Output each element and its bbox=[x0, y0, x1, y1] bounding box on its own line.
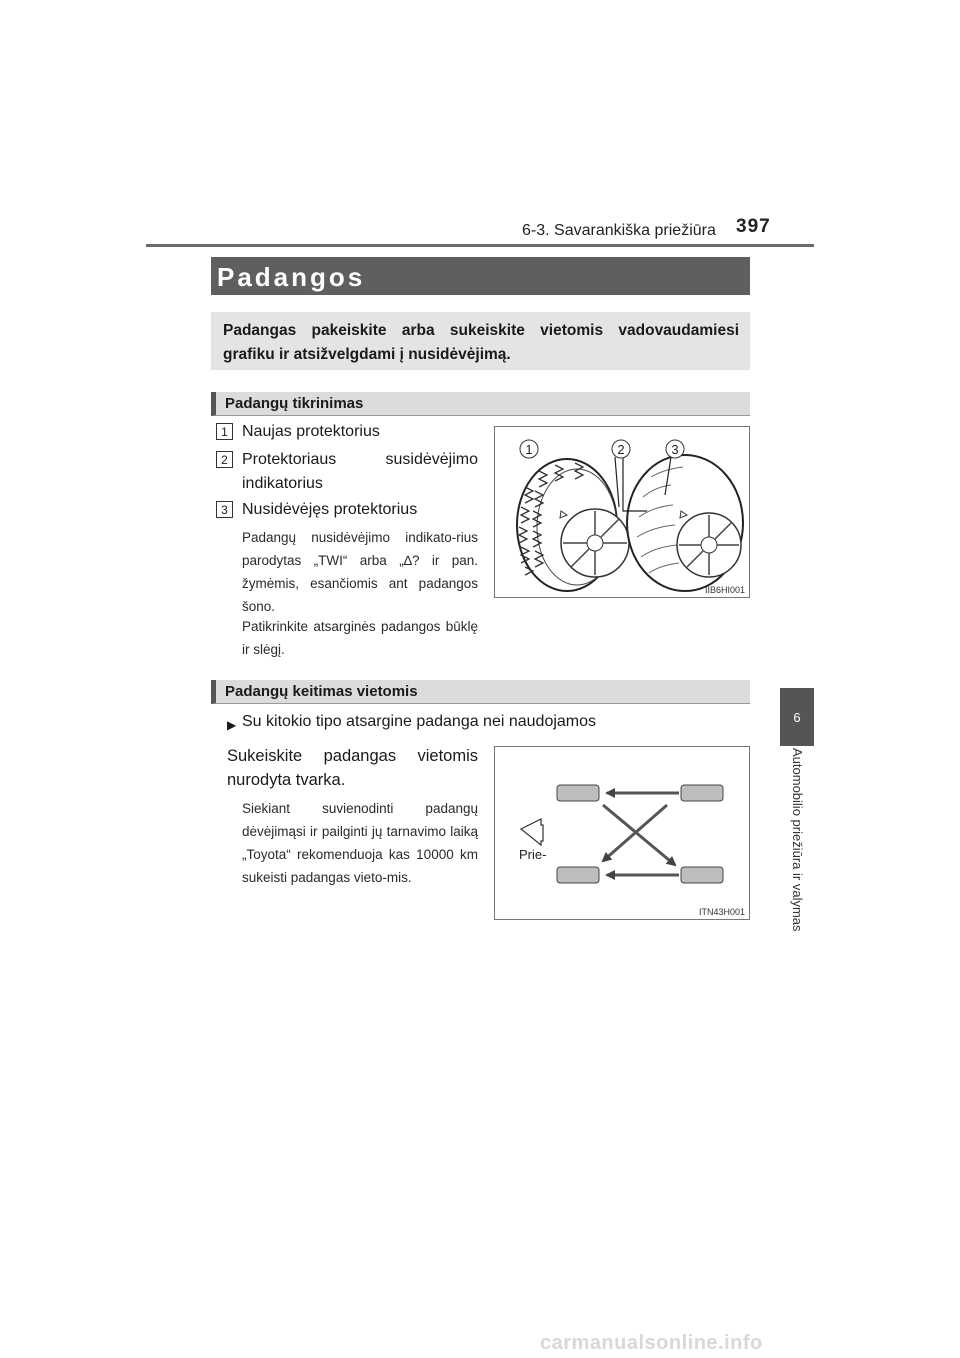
front-label: Prie- bbox=[519, 847, 547, 862]
chapter-title: Automobilio priežiūra ir valymas bbox=[790, 748, 805, 932]
section-heading-tire-check bbox=[211, 392, 750, 416]
tire-label-1: 1 bbox=[525, 442, 533, 457]
worn-tire-graphic bbox=[627, 455, 743, 591]
page-title-bar bbox=[211, 257, 750, 295]
tire-rear-right bbox=[681, 867, 723, 883]
note-twi: Padangų nusidėvėjimo indikato-rius parodytas „TWI“ arba „∆? ir pan. žymėmis, esančiomis ant padangos šono. bbox=[242, 530, 478, 614]
header-rule bbox=[146, 244, 814, 247]
tire-illustration bbox=[495, 427, 749, 597]
rotation-condition: Su kitokio tipo atsargine padanga nei naudojamos bbox=[242, 713, 597, 730]
figure-code-1: IIB6HI001 bbox=[704, 585, 745, 595]
intro-text: Padangas pakeiskite arba sukeiskite vietomis vadovaudamiesi grafiku ir atsižvelgdami į nusidėvėjimą. bbox=[223, 322, 739, 363]
tire-front-right bbox=[557, 867, 599, 883]
section-heading-rotation bbox=[211, 680, 750, 704]
tire-label-3: 3 bbox=[671, 442, 679, 457]
item-number-3: 3 bbox=[216, 501, 233, 518]
rotation-instruction-line1: Sukeiskite padangas vietomis bbox=[227, 747, 478, 765]
section-heading-text: Padangų keitimas vietomis bbox=[225, 683, 418, 700]
chapter-tab bbox=[780, 688, 814, 746]
figure-code-2: ITN43H001 bbox=[698, 907, 745, 917]
tire-front-left bbox=[557, 785, 599, 801]
bullet-arrow-icon: ▶ bbox=[227, 718, 237, 732]
section-header: 6-3. Savarankiška priežiūra bbox=[522, 222, 716, 239]
item-text-2-line1: Protektoriaus susidėvėjimo bbox=[242, 451, 478, 468]
note-spare-tire: Patikrinkite atsarginės padangos būklę ir slėgį. bbox=[242, 619, 478, 657]
chapter-number: 6 bbox=[793, 709, 801, 725]
page-title: Padangos bbox=[217, 262, 366, 292]
item-text-2-line2: indikatorius bbox=[242, 475, 323, 492]
item-number-1: 1 bbox=[216, 423, 233, 440]
new-tire-graphic bbox=[517, 459, 629, 591]
tire-label-2: 2 bbox=[617, 442, 625, 457]
section-heading-text: Padangų tikrinimas bbox=[225, 395, 364, 412]
tire-rear-left bbox=[681, 785, 723, 801]
item-text-1: Naujas protektorius bbox=[242, 423, 380, 440]
watermark: carmanualsonline.info bbox=[540, 1332, 763, 1354]
tire-labels bbox=[520, 440, 684, 458]
item-text-3: Nusidėvėjęs protektorius bbox=[242, 501, 418, 518]
intro-box bbox=[211, 312, 750, 370]
rotation-note: Siekiant suvienodinti padangų dėvėjimąsi ir pailginti jų tarnavimo laiką „Toyota“ rekomenduoja kas 10000 km sukeisti padangas vieto-mis. bbox=[242, 801, 478, 885]
item-number-2: 2 bbox=[216, 451, 233, 468]
tire-tread-figure bbox=[494, 426, 750, 598]
rotation-figure bbox=[494, 746, 750, 920]
page-number: 397 bbox=[736, 216, 771, 237]
rotation-instruction-line2: nurodyta tvarka. bbox=[227, 771, 346, 789]
rotation-diagram bbox=[495, 747, 749, 919]
